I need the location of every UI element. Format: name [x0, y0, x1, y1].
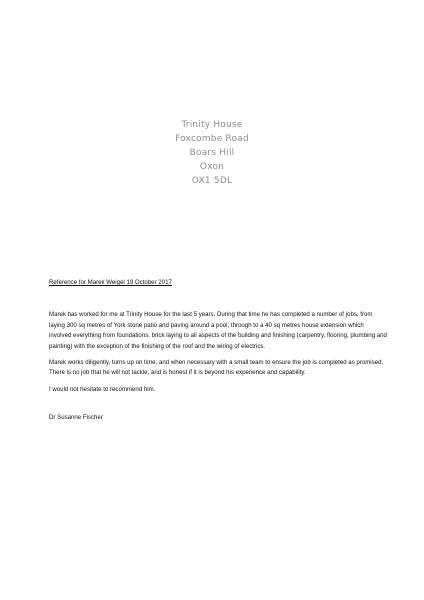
address-line-locality: Boars Hill	[189, 148, 235, 158]
paragraph-work-ethic: Marek works diligently, turns up on time, and when necessary with a small team to ensure the job is completed as promised. There is no job that he will not tackle, and is honest if it is beyond his experience and capability.	[49, 359, 384, 377]
sender-address	[0, 118, 424, 188]
address-line-postcode: OX1 5DL	[191, 176, 233, 186]
paragraph-work-history: Marek has worked for me at Trinity House for the last 5 years. During that time he has completed a number of jobs, from laying 300 sq metres of York stone patio and paving around a pool, through to a 40 sq metres house extension which involved everything from foundations, brick laying to all aspects of the building and finishing (carpentry, flooring, plumbing and painting) with the exception of the finishing of the roof and the wiring of electrics.	[49, 311, 387, 350]
signature-name: Dr Susanne Fischer	[49, 414, 103, 422]
address-line-street: Foxcombe Road	[175, 134, 249, 144]
reference-heading: Reference for Marek Weigel 19 October 2017	[49, 279, 172, 286]
reference-letter-body	[49, 278, 387, 424]
address-line-county: Oxon	[199, 162, 225, 172]
address-line-house: Trinity House	[181, 120, 243, 130]
paragraph-recommendation: I would not hesitate to recommend him.	[49, 385, 156, 393]
